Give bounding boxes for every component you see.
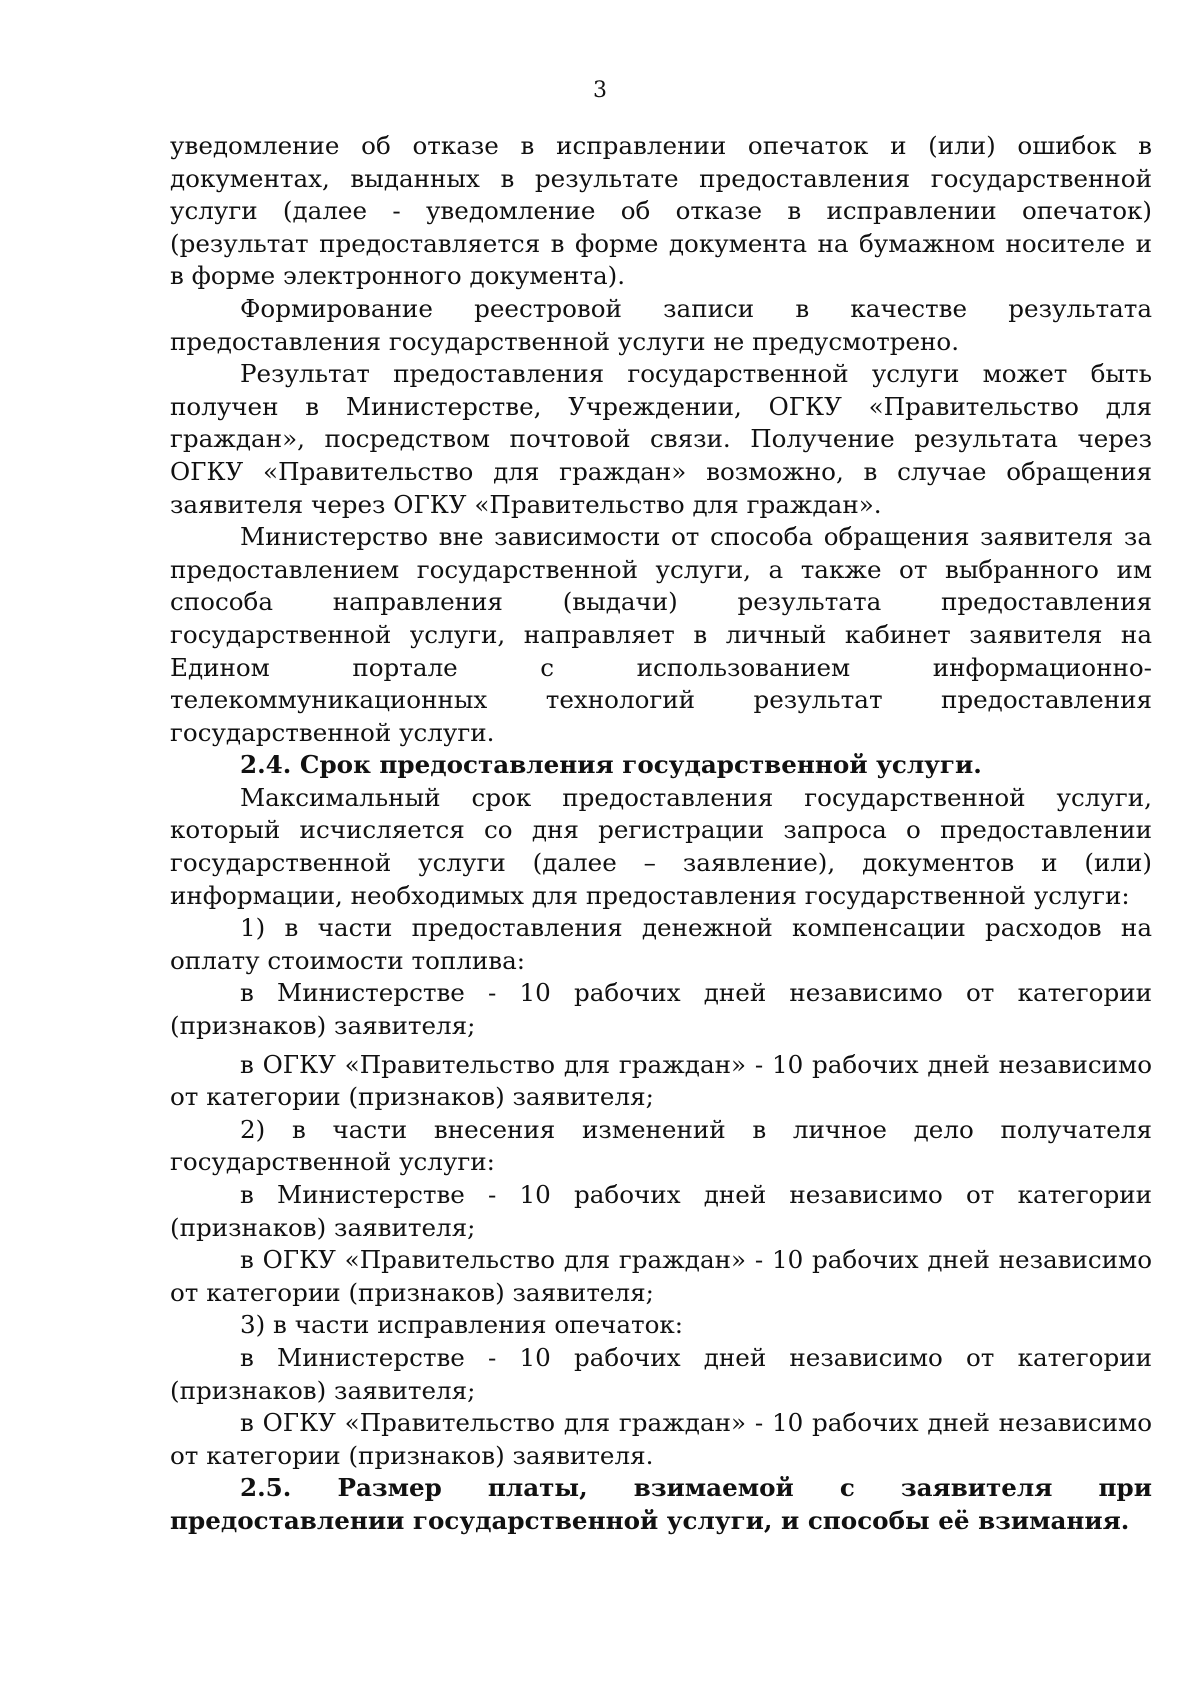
term-ogku-3: в ОГКУ «Правительство для граждан» - 10 рабочих дней независимо от категории (признаков) заявителя. (170, 1408, 1152, 1470)
paragraph-max-term: Максимальный срок предоставления государственной услуги, который исчисляется со дня регистрации запроса о предоставлении государственной услуги (далее – заявление), документов и (или) информации, необходимых для предоставления государственной услуги: (170, 782, 1152, 910)
term-ogku-1: в ОГКУ «Правительство для граждан» - 10 рабочих дней независимо от категории (признаков) заявителя; (170, 1049, 1152, 1112)
term-ministry-2: в Министерстве - 10 рабочих дней независимо от категории (признаков) заявителя; (170, 1180, 1152, 1242)
section-heading-2-4: 2.4. Срок предоставления государственной услуги. (240, 750, 982, 780)
paragraph-result-notice: уведомление об отказе в исправлении опечаток и (или) ошибок в документах, выданных в результате предоставления государственной услуги (далее - уведомление об отказе в исправлении опечаток) (результат предоставляется в форме документа на бумажном носителе и в форме электронного документа). (170, 131, 1152, 291)
list-item-1-fuel-compensation: 1) в части предоставления денежной компенсации расходов на оплату стоимости топлива: (170, 913, 1152, 975)
document-body (170, 130, 1152, 1538)
page-number: 3 (593, 78, 607, 103)
paragraph-registry-record: Формирование реестровой записи в качестве результата предоставления государственной услуги не предусмотрено. (170, 293, 1152, 356)
paragraph-result-receipt: Результат предоставления государственной услуги может быть получен в Министерстве, Учреждении, ОГКУ «Правительство для граждан», посредством почтовой связи. Получение результата через ОГКУ «Правительство для граждан» возможно, в случае обращения заявителя через ОГКУ «Правительство для граждан». (170, 359, 1152, 519)
term-ogku-2: в ОГКУ «Правительство для граждан» - 10 рабочих дней независимо от категории (признаков) заявителя; (170, 1245, 1152, 1307)
paragraph-ministry-personal-cabinet: Министерство вне зависимости от способа обращения заявителя за предоставлением государственной услуги, а также от выбранного им способа направления (выдачи) результата предоставления государственной услуги, направляет в личный кабинет заявителя на Едином портале с использованием информационно-телекоммуникационных технологий результат предоставления государственной услуги. (170, 522, 1152, 747)
term-ministry-3: в Министерстве - 10 рабочих дней независимо от категории (признаков) заявителя; (170, 1342, 1152, 1405)
term-ministry-1: в Министерстве - 10 рабочих дней независимо от категории (признаков) заявителя; (170, 978, 1152, 1041)
section-heading-2-5: 2.5. Размер платы, взимаемой с заявителя при предоставлении государственной услуги, и способы её взимания. (170, 1473, 1152, 1535)
list-item-3-typo-correction: 3) в части исправления опечаток: (240, 1310, 684, 1340)
list-item-2-personal-file-changes: 2) в части внесения изменений в личное дело получателя государственной услуги: (170, 1114, 1152, 1177)
